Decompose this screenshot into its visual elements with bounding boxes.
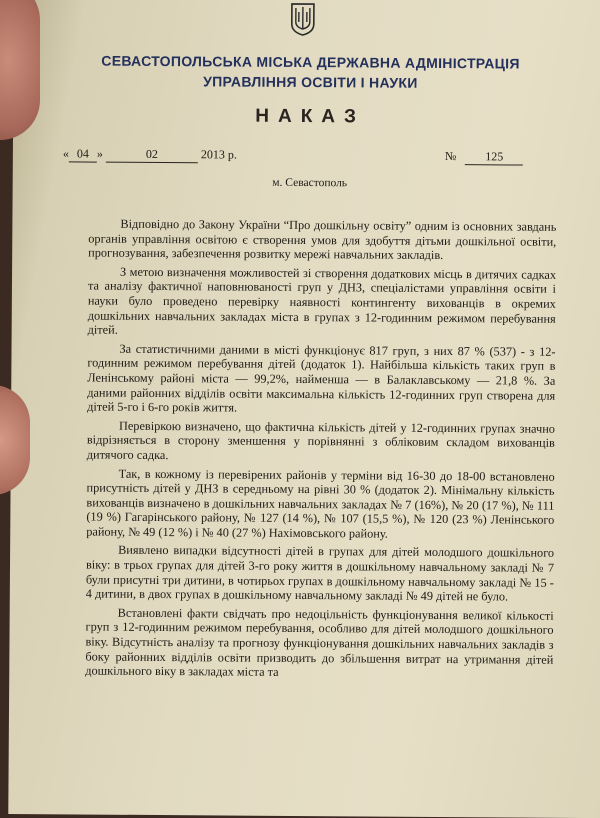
org-name: СЕВАСТОПОЛЬСЬКА МІСЬКА ДЕРЖАВНА АДМІНІСТРАЦІЯ	[101, 52, 520, 72]
order-number-value: 125	[465, 149, 523, 165]
order-number: № 125	[445, 149, 524, 166]
date-year: 2013 р.	[200, 147, 237, 162]
city: м. Севастополь	[272, 176, 348, 190]
dept-name: УПРАВЛІННЯ ОСВІТИ І НАУКИ	[203, 73, 418, 91]
paragraph: За статистичними даними в місті функціонує 817 груп, з них 87 % (537) - з 12-годинним режимом перебування дітей (додаток 1). Найбільша кількість таких груп в Ленінському районі міста — 99,2%, найменша — в Балаклавському — 21,8 %. За даними районних відділів освіти максимальна кількість 12-годинних груп створена для дітей 5-го і 6-го років життя.	[87, 341, 556, 415]
trident-emblem-icon	[290, 2, 316, 36]
paragraph: З метою визначення можливостей зі створення додаткових місць в дитячих садках та аналізу фактичної наповнюваності груп у ДНЗ, спеціалістами управління освіти і науки було проведено перевірку наявності контингенту вихованців в окремих дошкільних навчальних закладах міста в групах з 12-годинним режимом перебування дітей.	[87, 264, 557, 337]
date-day: 04	[69, 146, 97, 162]
paragraph: Перевіркою визначено, що фактична кількість дітей у 12-годинних групах значно відрізняється в сторону зменшення у порівнянні з обліковим складом вихованців дитячого садка.	[86, 418, 556, 462]
document-body	[85, 217, 556, 686]
document-title: НАКАЗ	[255, 105, 366, 128]
paragraph: Відповідно до Закону України “Про дошкільну освіту” одним із основних завдань органів управління освітою є створення умов для здобуття дітьми дошкільної освіти, прогнозування, забезпечення розвитку мережі навчальних закладів.	[88, 216, 557, 263]
date-month: 02	[106, 147, 198, 164]
finger-top	[0, 0, 40, 140]
document-page	[8, 0, 600, 818]
paragraph: Так, в кожному із перевірених районів у терміни від 16-30 до 18-00 встановлено присутність дітей у ДНЗ в середньому на рівні 30 % (додаток 2). Мінімальну кількість вихованців визначено в дошкільних навчальних закладах № 7 (16%), № 20 (17 %), № 111 (19 %) Гагарінського району, № 127 (14 %), № 107 (15,5 %), № 120 (23 %) Ленінського району, № 49 (12 %) і № 40 (27 %) Нахімовського району.	[86, 466, 555, 541]
paragraph: Встановлені факти свідчать про недоцільність функціонування великої кількості груп з 12-годинним режимом перебування, особливо для дітей молодшого дошкільного віку. Відсутність аналізу та прогнозу функціонування дошкільних навчальних закладів з боку районних відділів освіти призводить до збільшення витрат на утримання дітей дошкільного віку в закладах міста та	[85, 605, 554, 680]
order-date: « 04 » 02 2013 р.	[62, 146, 237, 162]
paragraph: Виявлено випадки відсутності дітей в групах для дітей молодшого дошкільного віку: в трьох групах для дітей 3-го року життя в дошкільному навчальному закладі № 7 були присутні три дитини, в чотирьох групах в дошкільному навчальному закладі № 15 - 4 дитини, в двох групах в дошкільному навчальному закладі № 49 дітей не було.	[85, 543, 555, 604]
